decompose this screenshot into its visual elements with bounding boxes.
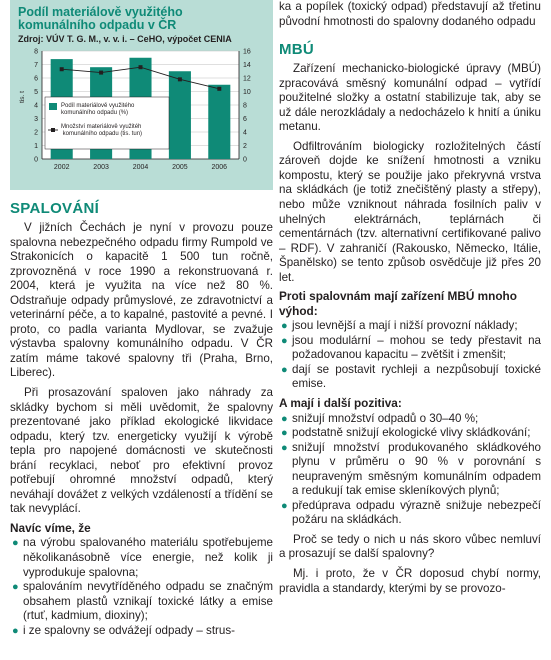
subheading: Proti spalovnám mají zařízení MBÚ mnoho výhod: [279,289,517,318]
bullet-list [279,319,541,392]
y-left-tick-label: 8 [34,48,38,56]
y-left-tick-label: 1 [34,143,38,150]
line-point [60,67,64,71]
legend-swatch-bar [49,103,57,110]
y-left-tick-label: 0 [34,156,38,164]
legend-label-bar: Podíl materiálově využitého komunálního odpadu (%) [61,103,135,116]
bullet-icon: ● [281,412,288,425]
bullet-icon: ● [281,499,288,512]
line-point [178,77,182,81]
bullet-list [279,412,541,528]
list-item: ● spalováním nevytříděného odpadu se značným obsahem plastů vznikají toxické látky a emise (rtuť, kadmium, dioxiny); [12,580,273,623]
legend-swatch-point [51,128,55,132]
y-right-tick-label: 4 [243,129,247,137]
y-left-tick-label: 7 [34,62,38,69]
y-right-tick-label: 8 [243,102,247,110]
list-item: ● i ze spalovny se odvážejí odpady – strus- [12,623,236,637]
line-point [99,71,103,75]
chart-title-line1: Podíl materiálově využitého [18,5,183,19]
legend-label-line: Množství materiálově využitéh komunálního odpadu (tis. tun) [61,124,143,137]
bullet-icon: ● [281,320,288,333]
list-item: ● snižují množství odpadů o 30–40 %; [281,411,479,425]
x-tick-label: 2006 [211,164,228,171]
bullet-icon: ● [281,363,288,376]
subheading: A mají i další pozitiva: [279,396,402,411]
bullet-icon: ● [281,441,288,454]
bar [208,85,230,159]
bullet-icon: ● [281,334,288,347]
list-item: ● jsou modulární – mohou se tedy přestavit na požadovanou kapacitu – zvětšit i zmenšit; [281,333,541,362]
right-column [279,0,541,596]
list-item: ● snižují množství produkovaného skládkového plynu v průměru o 90 % v porovnání s neupraveným směsným komunálním odpadem a redukují tak emise skleníkových plynů; [281,440,541,498]
paragraph: Mj. i proto, že v ČR doposud chybí normy, pravidla a standardy, kterými by se provozo- [279,567,541,595]
list-item: ● na výrobu spalovaného materiálu spotřebujeme několikanásobně více energie, než kolik ji vyprodukuje spalovna; [12,536,273,579]
paragraph: Zařízení mechanicko-biologické úpravy (MBÚ) zpracovává směsný komunální odpad – vytřídí použitelné složky a ostatní stabilizuje tak, aby se už dále nerozkládaly a nedocházelo k hnití a úniku metanu. [279,62,541,134]
line-point [139,65,143,69]
bullet-icon: ● [12,581,19,594]
y-right-tick-label: 2 [243,143,247,150]
x-tick-label: 2002 [53,164,70,171]
paragraph: V jižních Čechách je nyní v provozu pouze spalovna nebezpečného odpadu firmy Rumpold ve Strakonicích o kapacitě 1 500 tun ročně, zprovozněná v roce 1990 a rekonstruovaná r. 2004, která je využita na více než 80 %. Odstraňuje odpady průmyslové, ze zdravotnictví a veterinární péče, a to kapalné, pastovité a pevné. I proto, co padla varianta Mydlovar, se zvažuje výstavba spalovny komunálního odpadu. V ČR zatím máme takové spalovny tři (Praha, Brno, Liberec). [10,221,273,380]
left-column [10,0,273,638]
chart-title-line2: komunálního odpadu v ČR [18,18,177,32]
chart-box [10,0,273,190]
subheading: Navíc víme, že [10,520,91,535]
x-tick-label: 2003 [93,164,109,171]
bullet-icon: ● [12,624,19,637]
line-point [217,87,221,91]
paragraph: ka a popílek (toxický odpad) představují až třetinu původní hmotnosti do spalovny dodaného odpadu [279,0,541,28]
paragraph: Proč se tedy o nich u nás skoro vůbec nemluví a prosazují se další spalovny? [279,532,541,561]
paragraph: Odfiltrováním biologicky rozložitelných částí zároveň dojde ke snížení hmotnosti a vzniku kompostu, který se použije jako překryvná vrstva na skládkách (je totiž znečištěný plasty a střepy), nebo může vzniknout náhrada fosilních paliv v uhelných elektrárnách, teplárnách či cementárnách (tzv. alternativní certifikované palivo – RDF). V zahraničí (Rakousko, Německo, Itálie, Španělsko) se tento způsob osvědčuje již přes 20 let. [279,139,541,284]
x-tick-label: 2004 [132,164,149,171]
y-left-tick-label: 5 [34,89,38,96]
y-right-tick-label: 14 [243,62,251,69]
chart-source: Zdroj: VÚV T. G. M., v. v. i. – CeHO, výpočet CENIA [18,34,232,44]
y-left-tick-label: 4 [34,102,38,110]
y-right-tick-label: 10 [243,89,251,96]
y-left-tick-label: 3 [34,116,38,123]
y-axis-label: tis. t [19,91,26,103]
section-heading-spalovani: SPALOVÁNÍ [10,200,100,217]
list-item: ● podstatně snižují ekologické vlivy skládkování; [281,426,531,440]
y-left-tick-label: 6 [34,75,38,83]
bar [169,71,191,159]
y-right-tick-label: 0 [243,156,247,164]
paragraph: Při prosazování spaloven jako náhrady za skládky bychom si měli uvědomit, že spalovny prezentované jako příklad ekologické likvidace odpadu, který tzv. energeticky využijí k výrobě tepla pro napojené domácnosti ve skutečnosti brání recyklaci, neboť pro efektivní provoz potřebují ohromné množství odpadů, který neváhají dovážet z velkých vzdáleností a třídění se tak nevyplácí. [10,386,273,516]
chart [18,47,267,175]
bullet-list [10,536,273,638]
y-left-tick-label: 2 [34,129,38,137]
x-tick-label: 2005 [172,164,188,171]
bullet-icon: ● [281,427,288,440]
y-right-tick-label: 16 [243,48,251,56]
list-item: ● jsou levnější a mají i nižší provozní náklady; [281,319,518,333]
y-right-tick-label: 12 [243,75,251,83]
section-heading-mbu: MBÚ [279,41,315,59]
list-item: ● předúprava odpadu výrazně snižuje nebezpečí požáru na skládkách. [281,498,541,527]
bullet-icon: ● [12,537,19,550]
list-item: ● dají se postavit rychleji a nezpůsobují toxické emise. [281,362,541,391]
y-right-tick-label: 6 [243,116,247,123]
